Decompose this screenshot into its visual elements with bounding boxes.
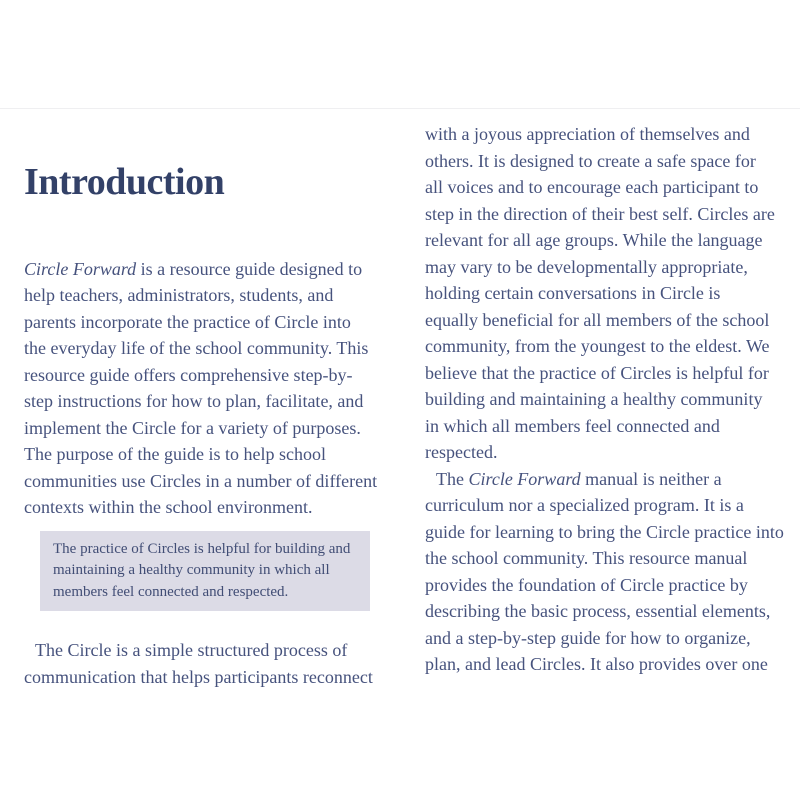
text-line: plan, and lead Circles. It also provides over one (425, 654, 768, 674)
text-line: provides the foundation of Circle practice by (425, 574, 748, 595)
right-paragraph-1 (425, 121, 797, 466)
text-segment: The (436, 468, 469, 489)
italic-book-title: Circle Forward (468, 468, 581, 489)
text-line (425, 466, 797, 493)
text-segment: is a resource guide designed to (136, 258, 363, 279)
text-line: guide for learning to bring the Circle practice into (425, 521, 784, 542)
right-column (425, 121, 797, 678)
text-segment: manual is neither a (580, 468, 722, 489)
text-line: the everyday life of the school community. This (24, 338, 369, 359)
text-line: contexts within the school environment. (24, 497, 313, 518)
text-line (24, 256, 396, 283)
italic-book-title: Circle Forward (24, 258, 137, 279)
text-line: implement the Circle for a variety of purposes. (24, 417, 361, 438)
text-line: describing the basic process, essential elements, (425, 601, 771, 621)
text-line: others. It is designed to create a safe space for (425, 150, 756, 171)
text-line: step instructions for how to plan, facilitate, and (24, 391, 364, 412)
text-line: parents incorporate the practice of Circle into (24, 311, 351, 332)
text-line: believe that the practice of Circles is helpful for (425, 362, 769, 383)
text-line: The Circle is a simple structured process of (35, 640, 348, 661)
text-line: with a joyous appreciation of themselves and (425, 124, 750, 144)
left-paragraph-2 (24, 637, 396, 690)
right-paragraph-2 (425, 466, 797, 678)
chapter-heading: Introduction (24, 161, 225, 203)
text-line: help teachers, administrators, students, and (24, 285, 334, 306)
text-line: communication that helps participants reconnect (24, 666, 373, 687)
text-line: equally beneficial for all members of the school (425, 309, 770, 330)
text-line: building and maintaining a healthy community (425, 389, 763, 409)
text-line: holding certain conversations in Circle is (425, 283, 721, 303)
text-line: in which all members feel connected and (425, 415, 720, 436)
top-divider (0, 108, 800, 109)
text-line: may vary to be developmentally appropriate, (425, 256, 748, 277)
text-line: all voices and to encourage each participant to (425, 177, 759, 197)
callout-text-line: members feel connected and respected. (53, 583, 289, 600)
text-line: resource guide offers comprehensive step-by- (24, 364, 353, 385)
text-line: and a step-by-step guide for how to organize, (425, 627, 751, 648)
callout-text-line: maintaining a healthy community in which all (53, 562, 330, 579)
text-line: the school community. This resource manual (425, 548, 748, 568)
text-line: communities use Circles in a number of different (24, 470, 378, 491)
callout-text-line: The practice of Circles is helpful for building and (53, 540, 351, 557)
left-column (24, 160, 396, 690)
left-paragraph-1 (24, 256, 396, 521)
text-line: respected. (425, 442, 498, 462)
text-line: step in the direction of their best self. Circles are (425, 203, 775, 224)
callout-box (40, 531, 370, 612)
text-line: curriculum nor a specialized program. It is a (425, 495, 744, 515)
text-line: The purpose of the guide is to help school (24, 444, 326, 465)
text-line: community, from the youngest to the eldest. We (425, 336, 770, 356)
text-line: relevant for all age groups. While the language (425, 230, 763, 250)
